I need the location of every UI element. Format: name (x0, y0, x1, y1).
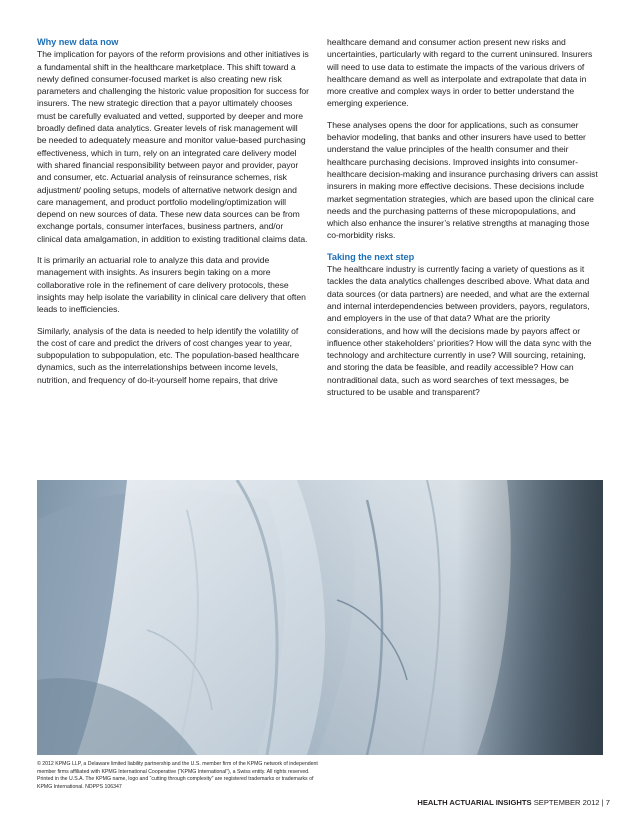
right-column (327, 36, 599, 407)
paragraph: The implication for payors of the reform provisions and other initiatives is a fundamental shift in the healthcare marketplace. This shift toward a newly defined consumer-focused market is also creating new risk parameters and challenging the historic value proposition for success for insurers. The new strategic direction that a payor ultimately chooses must be carefully evaluated and vetted, supported by deeper and more broadly defined data analytics. Greater levels of risk management will be needed to adequately measure and monitor value-based purchasing effectiveness, which in turn, rely on an integrated care delivery model with shared financial responsibility between payor and provider, payor and consumer, etc. Actuarial analysis of reinsurance schemes, risk adjustment/ pooling setups, models of alternative network design and care management, and product portfolio modeling/optimization will depend on new sources of data. These new data sources can be from exchange portals, consumer interfaces, business partners, and/or clinical data amalgamation, in addition to existing traditional claims data. (37, 49, 309, 244)
issue-date: SEPTEMBER 2012 (533, 798, 600, 807)
paragraph: healthcare demand and consumer action present new risks and uncertainties, particularly with regard to the current uninsured. Insurers will need to use data to estimate the impacts of the various drivers of healthcare demand as well as interpolate and extrapolate that data in more creative and complex ways in order to better understand the emerging experience. (327, 37, 593, 109)
paragraph: These analyses opens the door for applications, such as consumer behavior modeling, that banks and other insurers have used to better understand the value principles of the health consumer and their healthcare purchasing decisions. Improved insights into consumer-healthcare decision-making and insurance purchasing drivers can assist insurers in making more effective decisions. These decisions include market segmentation strategies, which are based upon the clinical care needs and the purchasing patterns of these micropopulations, and which also enhance the insurer’s relative strengths at managing those co-morbidity risks. (327, 119, 598, 241)
paragraph: The healthcare industry is currently facing a variety of questions as it tackles the data analytics challenges described above. What data and data sources (or data partners) are needed, and what are the external and internal interdependencies between providers, payors, regulators, and employers in the use of that data? What are the priority considerations, and how will the decisions made by payors affect or influence other stakeholders’ priorities? How will the data sync with the technology and architecture currently in use? Will sourcing, retaining, and storing the data be feasible, and readily accessible? How can nontraditional data, such as word searches of text messages, be structured to be usable and transparent? (327, 264, 592, 398)
paragraph: It is primarily an actuarial role to analyze this data and provide management with insights. As insurers begin taking on a more collaborative role in the refinement of care delivery protocols, these insights may help isolate the variability in clinical care delivery that often leads to inefficiencies. (37, 255, 306, 315)
left-column (37, 36, 309, 395)
separator: | (601, 798, 604, 807)
paragraph: Similarly, analysis of the data is needed to help identify the volatility of the cost of care and predict the drivers of cost changes year to year, subpopulation to subpopulation, etc. The population-based healthcare dynamics, such as the interrelationships between income levels, nutrition, and frequency of do-it-yourself home repairs, that drive (37, 325, 300, 385)
publication-title: HEALTH ACTUARIAL INSIGHTS (417, 798, 532, 807)
lab-coats-photo (37, 480, 603, 755)
section-heading-why-new-data: Why new data now (37, 37, 119, 47)
lab-coats-illustration (37, 480, 603, 755)
page-number: 7 (605, 798, 610, 807)
footer-publication-line (417, 798, 610, 808)
section-heading-next-step: Taking the next step (327, 251, 415, 262)
footer-legal-text: © 2012 KPMG LLP, a Delaware limited liability partnership and the U.S. member firm of the KPMG network of independent member firms affiliated with KPMG International Cooperative (“KPMG International”), a Swiss entity. All rights reserved. Printed in the U.S.A. The KPMG name, logo and “cutting through complexity” are registered trademarks or trademarks of KPMG International. NDPPS 106347 (37, 761, 318, 790)
